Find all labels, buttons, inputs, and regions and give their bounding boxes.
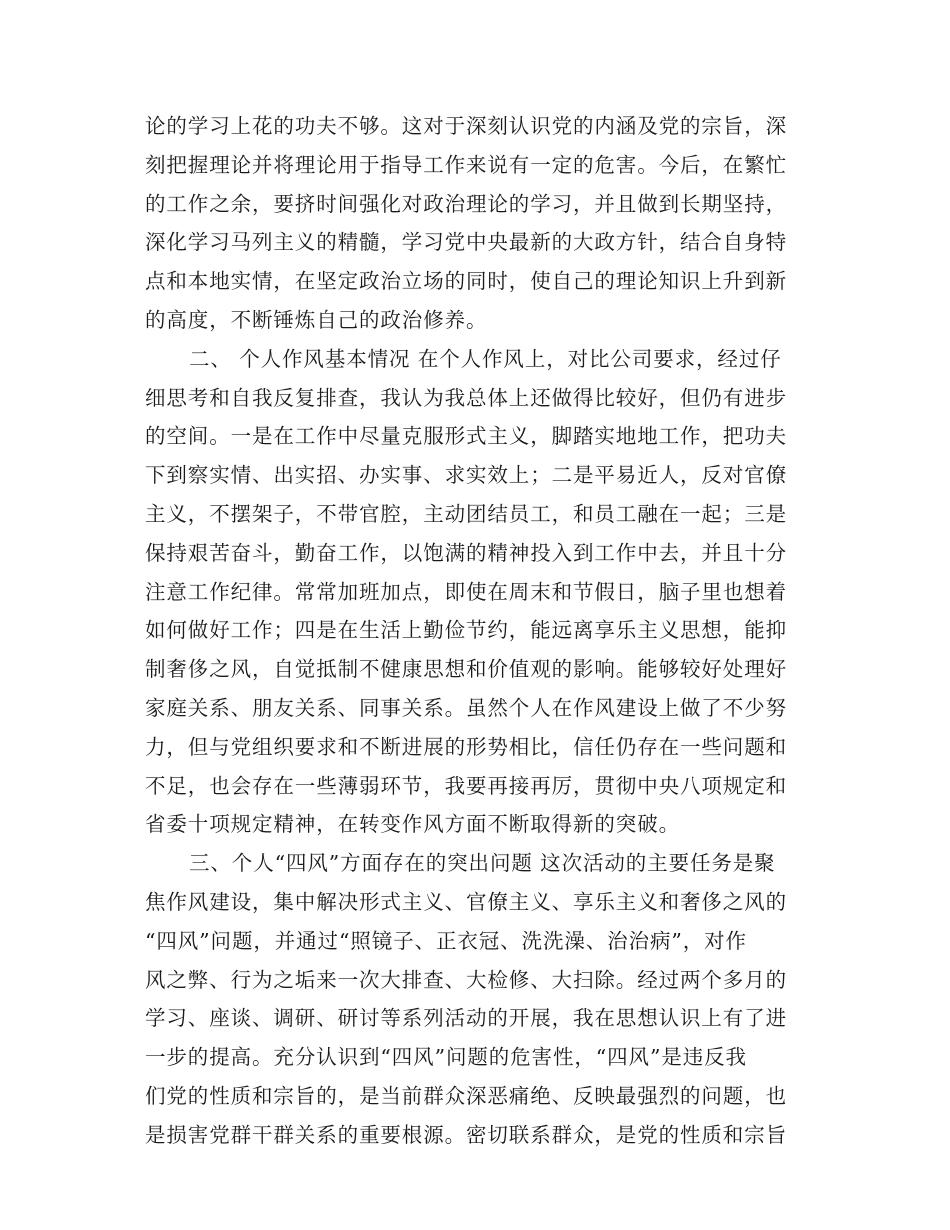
text-line: 刻把握理论并将理论用于指导工作来说有一定的危害。今后，在繁忙 xyxy=(145,152,787,177)
text-line: “四风”问题，并通过“照镜子、正衣冠、洗洗澡、治治病”，对作 xyxy=(145,928,747,953)
text-line: 焦作风建设，集中解决形式主义、官僚主义、享乐主义和奢侈之风的 xyxy=(145,889,787,914)
text-line: 风之弊、行为之垢来一次大排查、大检修、大扫除。经过两个多月的 xyxy=(145,967,787,992)
text-line: 论的学习上花的功夫不够。这对于深刻认识党的内涵及党的宗旨，深 xyxy=(145,114,787,138)
text-line: 的空间。一是在工作中尽量克服形式主义，脚踏实地地工作，把功夫 xyxy=(145,424,787,449)
text-line: 家庭关系、朋友关系、同事关系。虽然个人在作风建设上做了不少努 xyxy=(145,695,787,720)
text-line: 一步的提高。充分认识到“四风”问题的危害性，“四风”是违反我 xyxy=(145,1045,747,1070)
text-line: 细思考和自我反复排查，我认为我总体上还做得比较好，但仍有进步 xyxy=(145,385,787,410)
text-line: 主义，不摆架子，不带官腔，主动团结员工，和员工融在一起；三是 xyxy=(145,501,787,526)
text-line: 下到察实情、出实招、办实事、求实效上；二是平易近人，反对官僚 xyxy=(145,463,787,488)
text-line: 制奢侈之风，自觉抵制不健康思想和价值观的影响。能够较好处理好 xyxy=(145,657,787,682)
text-line: 的工作之余，要挤时间强化对政治理论的学习，并且做到长期坚持， xyxy=(145,191,787,216)
text-line: 二、 个人作风基本情况 在个人作风上，对比公司要求，经过仔 xyxy=(189,346,782,371)
text-line: 们党的性质和宗旨的，是当前群众深恶痛绝、反映最强烈的问题，也 xyxy=(145,1083,787,1108)
text-line: 的高度，不断锤炼自己的政治修养。 xyxy=(145,307,488,332)
text-line: 不足，也会存在一些薄弱环节，我要再接再厉，贯彻中央八项规定和 xyxy=(145,773,787,798)
text-line: 学习、座谈、调研、研讨等系列活动的开展，我在思想认识上有了进 xyxy=(145,1006,787,1031)
text-line: 三、个人“四风”方面存在的突出问题 这次活动的主要任务是聚 xyxy=(189,851,776,876)
text-line: 如何做好工作；四是在生活上勤俭节约，能远离享乐主义思想，能抑 xyxy=(145,618,787,643)
text-line: 力，但与党组织要求和不断进展的形势相比，信任仍存在一些问题和 xyxy=(145,734,787,759)
text-line: 注意工作纪律。常常加班加点，即使在周末和节假日，脑子里也想着 xyxy=(145,579,787,604)
text-line: 深化学习马列主义的精髓，学习党中央最新的大政方针，结合自身特 xyxy=(145,230,787,255)
text-line: 点和本地实情，在坚定政治立场的同时，使自己的理论知识上升到新 xyxy=(145,269,787,294)
text-line: 省委十项规定精神，在转变作风方面不断取得新的突破。 xyxy=(145,812,680,837)
document-body xyxy=(145,107,805,1155)
text-line: 保持艰苦奋斗，勤奋工作，以饱满的精神投入到工作中去，并且十分 xyxy=(145,540,787,565)
text-line: 是损害党群干群关系的重要根源。密切联系群众，是党的性质和宗旨 xyxy=(145,1122,787,1147)
